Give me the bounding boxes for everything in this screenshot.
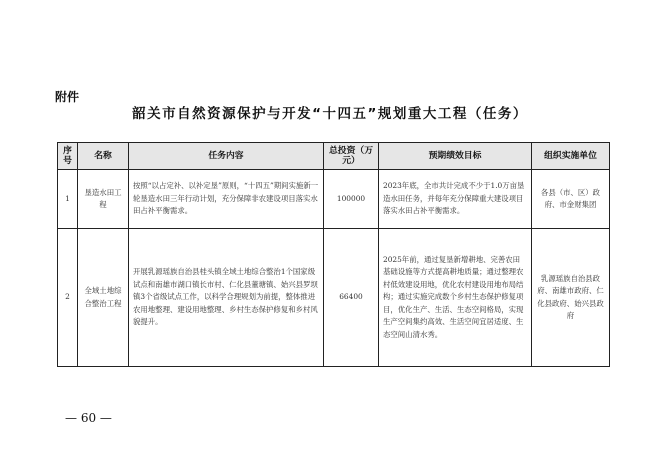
header-seq: 序号	[58, 143, 78, 170]
page-number: — 60 —	[65, 411, 112, 425]
header-target: 预期绩效目标	[379, 143, 532, 170]
document-title: 韶关市自然资源保护与开发“十四五”规划重大工程（任务）	[132, 106, 528, 122]
cell-org: 乳源瑶族自治县政府、南雄市政府、仁化县政府、始兴县政府	[532, 229, 610, 367]
cell-name: 垦造水田工程	[78, 170, 129, 229]
table-row	[58, 170, 610, 229]
header-investment: 总投资（万元）	[324, 143, 379, 170]
cell-name: 全域土地综合整治工程	[78, 229, 129, 367]
cell-target: 2023年底，全市共计完成不少于1.0万亩垦造水田任务，并每年充分保障重大建设项目落实水田占补平衡需求。	[379, 170, 532, 229]
cell-content: 按照“以占定补、以补定垦”原则，“十四五”期间实施新一轮垦造水田三年行动计划，充分保障非农建设项目落实水田占补平衡需求。	[129, 170, 324, 229]
cell-target: 2025年前，通过复垦新增耕地、完善农田基础设施等方式提高耕地质量；通过整理农村低效建设用地，优化农村建设用地布局结构；通过实施完成数个乡村生态保护修复项目，优化生产、生活、生态空间格局，实现生产空间集约高效、生活空间宜居适度、生态空间山清水秀。	[379, 229, 532, 367]
cell-org: 各县（市、区）政府、市金财集团	[532, 170, 610, 229]
projects-table	[57, 142, 610, 367]
cell-content: 开展乳源瑶族自治县桂头镇全域土地综合整治1个国家级试点和南雄市湖口镇长市村、仁化县董塘镇、始兴县罗坝镇3个省级试点工作，以科学合理规划为前提，整体推进农用地整理、建设用地整理、乡村生态保护修复和乡村风貌提升。	[129, 229, 324, 367]
header-content: 任务内容	[129, 143, 324, 170]
header-org: 组织实施单位	[532, 143, 610, 170]
cell-seq: 1	[58, 170, 78, 229]
cell-seq: 2	[58, 229, 78, 367]
table-row	[58, 229, 610, 367]
table-header-row	[58, 143, 610, 170]
annex-label: 附件	[55, 90, 80, 104]
cell-investment: 100000	[324, 170, 379, 229]
cell-investment: 66400	[324, 229, 379, 367]
header-name: 名称	[78, 143, 129, 170]
